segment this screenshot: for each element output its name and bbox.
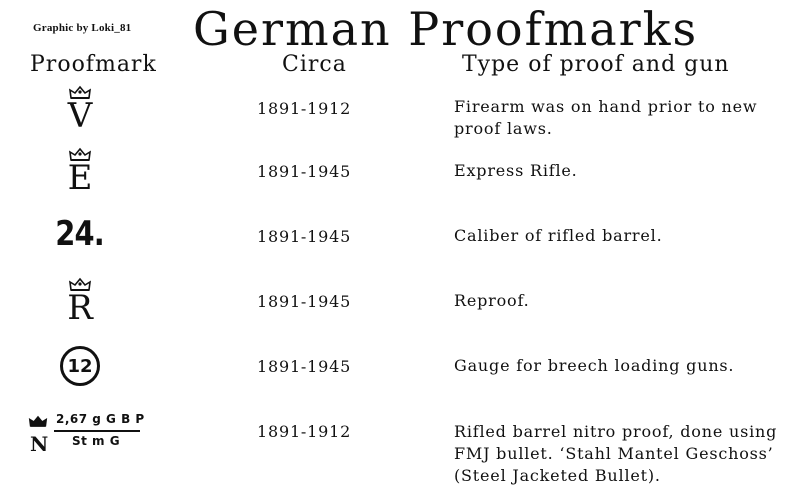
proofmark-gauge xyxy=(20,344,140,404)
header-circa: Circa xyxy=(282,52,347,77)
crown-icon xyxy=(28,414,48,428)
proofmark-letter: R xyxy=(67,288,93,328)
description: Rifled barrel nitro proof, done using FMJ bullet. ‘Stahl Mantel Geschoss’ (Steel Jacketed Bullet). xyxy=(454,422,778,485)
page-title: German Proofmarks xyxy=(193,2,699,56)
nitro-mark-top: 2,67 g G B P xyxy=(56,412,145,426)
proofmark-letter: V xyxy=(67,96,93,136)
proofmark-letter: E xyxy=(67,158,93,198)
header-proofmark: Proofmark xyxy=(30,52,157,77)
circa-value: 1891-1945 xyxy=(257,227,352,246)
proofmark-r xyxy=(20,276,140,336)
credit-text: Graphic by Loki_81 xyxy=(33,22,132,34)
proofmark-letter: N xyxy=(30,432,49,456)
proofmark-caliber xyxy=(20,212,140,272)
description: Express Rifle. xyxy=(454,161,578,180)
circa-value: 1891-1945 xyxy=(257,162,352,181)
description: Firearm was on hand prior to new proof laws. xyxy=(454,97,758,138)
proofmark-e xyxy=(20,146,140,206)
proofmark-nitro xyxy=(26,412,146,472)
nitro-mark-bottom: St m G xyxy=(72,434,121,448)
header-type: Type of proof and gun xyxy=(462,52,730,77)
circa-value: 1891-1912 xyxy=(257,99,352,118)
description: Reproof. xyxy=(454,291,530,310)
gauge-circle-mark: 12 xyxy=(60,346,100,386)
caliber-mark: 24. xyxy=(55,214,105,254)
circa-value: 1891-1912 xyxy=(257,422,352,441)
nitro-mark-rule xyxy=(54,430,140,432)
circa-value: 1891-1945 xyxy=(257,357,352,376)
description: Gauge for breech loading guns. xyxy=(454,356,735,375)
description: Caliber of rifled barrel. xyxy=(454,226,663,245)
circa-value: 1891-1945 xyxy=(257,292,352,311)
proofmark-v xyxy=(20,84,140,144)
